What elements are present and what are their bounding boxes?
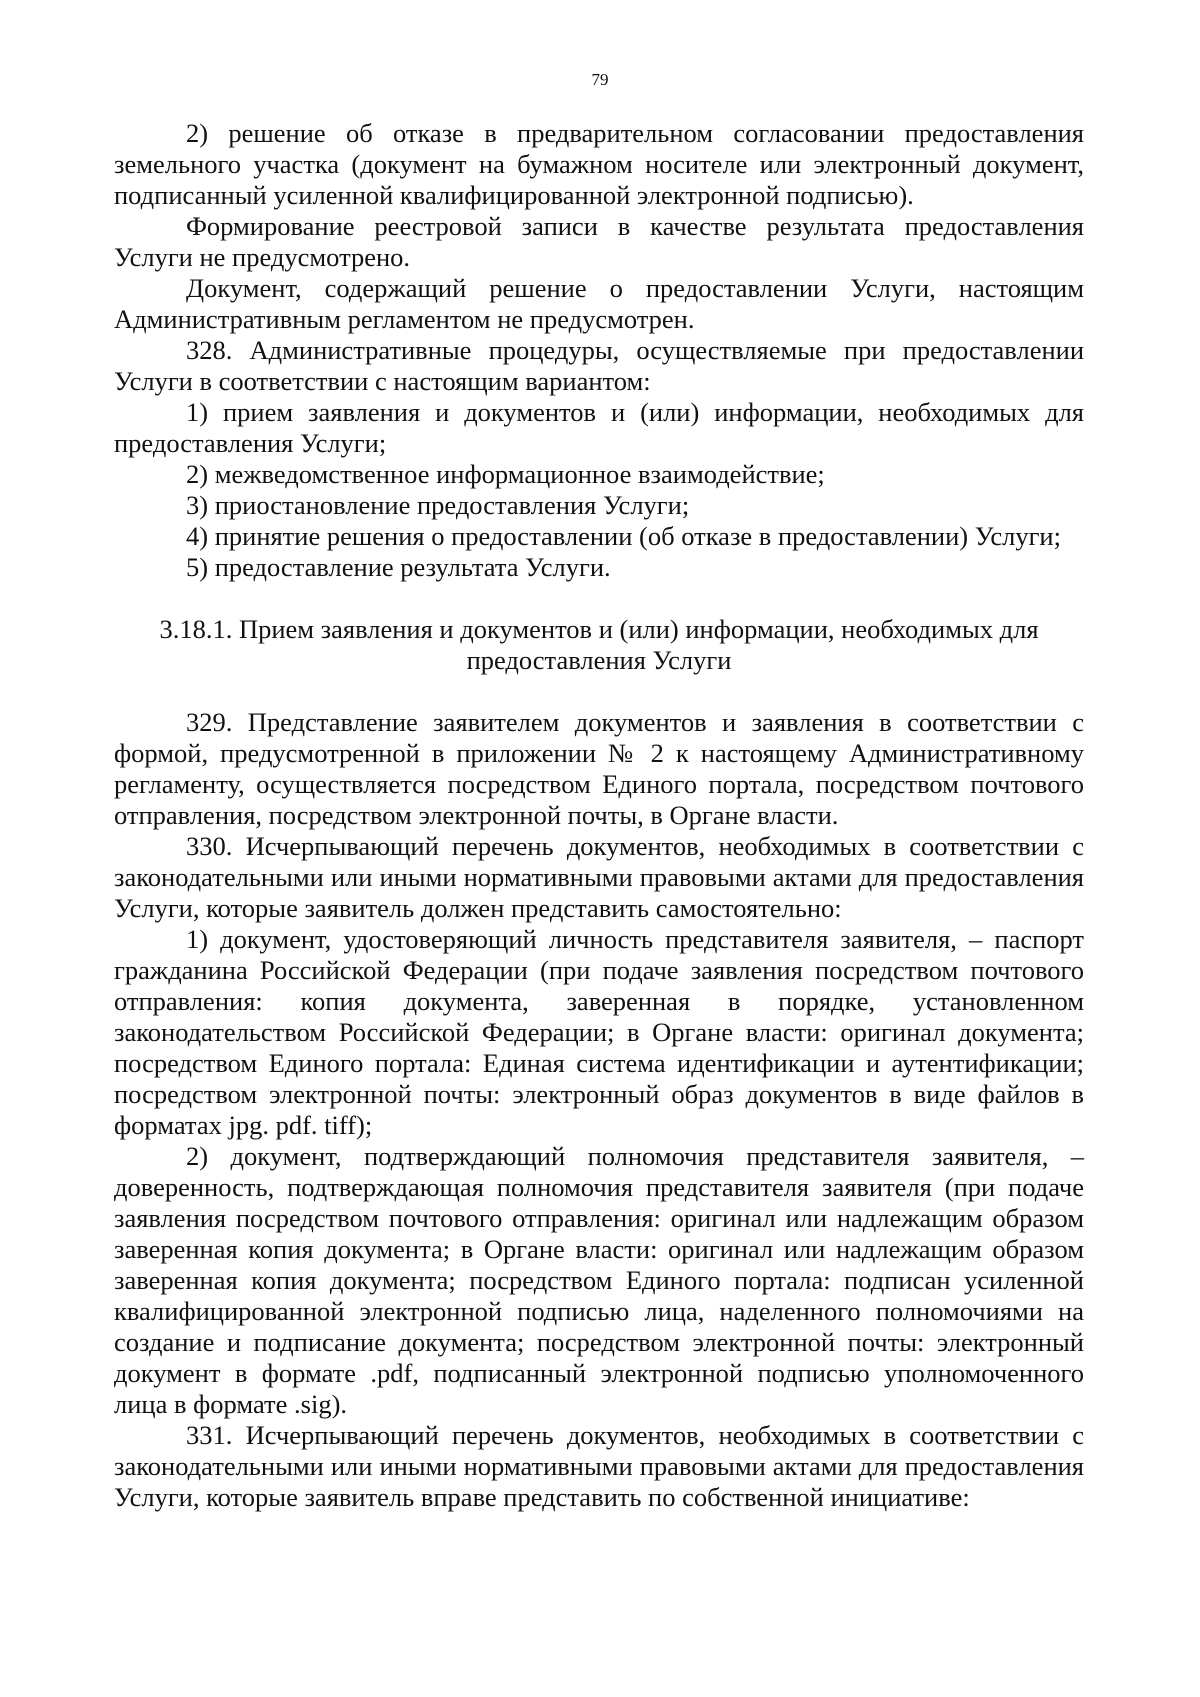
- section-heading: 3.18.1. Прием заявления и документов и (или) информации, необходимых для предоставления Услуги: [159, 614, 1039, 675]
- document-body: [114, 118, 1084, 1513]
- spacer: [114, 676, 1084, 707]
- list-item-procedure-1: 1) прием заявления и документов и (или) информации, необходимых для предоставления Услуги;: [114, 397, 1084, 458]
- list-item-procedure-5: 5) предоставление результата Услуги.: [186, 552, 611, 582]
- paragraph-329: 329. Представление заявителем документов и заявления в соответствии с формой, предусмотренной в приложении № 2 к настоящему Административному регламенту, осуществляется посредством Единого портала, посредством почтового отправления, посредством электронной почты, в Органе власти.: [114, 707, 1084, 830]
- spacer: [114, 583, 1084, 614]
- paragraph-328: 328. Административные процедуры, осуществляемые при предоставлении Услуги в соответствии с настоящим вариантом:: [114, 335, 1084, 396]
- paragraph-registry-record: Формирование реестровой записи в качестве результата предоставления Услуги не предусмотрено.: [114, 211, 1084, 272]
- list-item-document-1: 1) документ, удостоверяющий личность представителя заявителя, – паспорт гражданина Российской Федерации (при подаче заявления посредством почтового отправления: копия документа, заверенная в порядке, установленном законодательством Российской Федерации; в Органе власти: оригинал документа; посредством Единого портала: Единая система идентификации и аутентификации; посредством электронной почты: электронный образ документов в виде файлов в форматах jpg. pdf. tiff);: [114, 924, 1084, 1140]
- list-item-procedure-2: 2) межведомственное информационное взаимодействие;: [186, 459, 825, 489]
- paragraph-decision-document: Документ, содержащий решение о предоставлении Услуги, настоящим Административным регламентом не предусмотрен.: [114, 273, 1084, 334]
- list-item-procedure-3: 3) приостановление предоставления Услуги;: [186, 490, 690, 520]
- paragraph-330: 330. Исчерпывающий перечень документов, необходимых в соответствии с законодательными или иными нормативными правовыми актами для предоставления Услуги, которые заявитель должен представить самостоятельно:: [114, 831, 1084, 923]
- page-number: 79: [591, 70, 609, 89]
- paragraph-331: 331. Исчерпывающий перечень документов, необходимых в соответствии с законодательными или иными нормативными правовыми актами для предоставления Услуги, которые заявитель вправе представить по собственной инициативе:: [114, 1420, 1084, 1512]
- list-item-document-2: 2) документ, подтверждающий полномочия представителя заявителя, – доверенность, подтверждающая полномочия представителя заявителя (при подаче заявления посредством почтового отправления: оригинал или надлежащим образом заверенная копия документа; в Органе власти: оригинал или надлежащим образом заверенная копия документа; посредством Единого портала: подписан усиленной квалифицированной электронной подписью лица, наделенного полномочиями на создание и подписание документа; посредством электронной почты: электронный документ в формате .pdf, подписанный электронной подписью уполномоченного лица в формате .sig).: [114, 1141, 1084, 1419]
- paragraph-refusal-decision: 2) решение об отказе в предварительном согласовании предоставления земельного участка (документ на бумажном носителе или электронный документ, подписанный усиленной квалифицированной электронной подписью).: [114, 118, 1084, 210]
- list-item-procedure-4: 4) принятие решения о предоставлении (об отказе в предоставлении) Услуги;: [186, 521, 1061, 551]
